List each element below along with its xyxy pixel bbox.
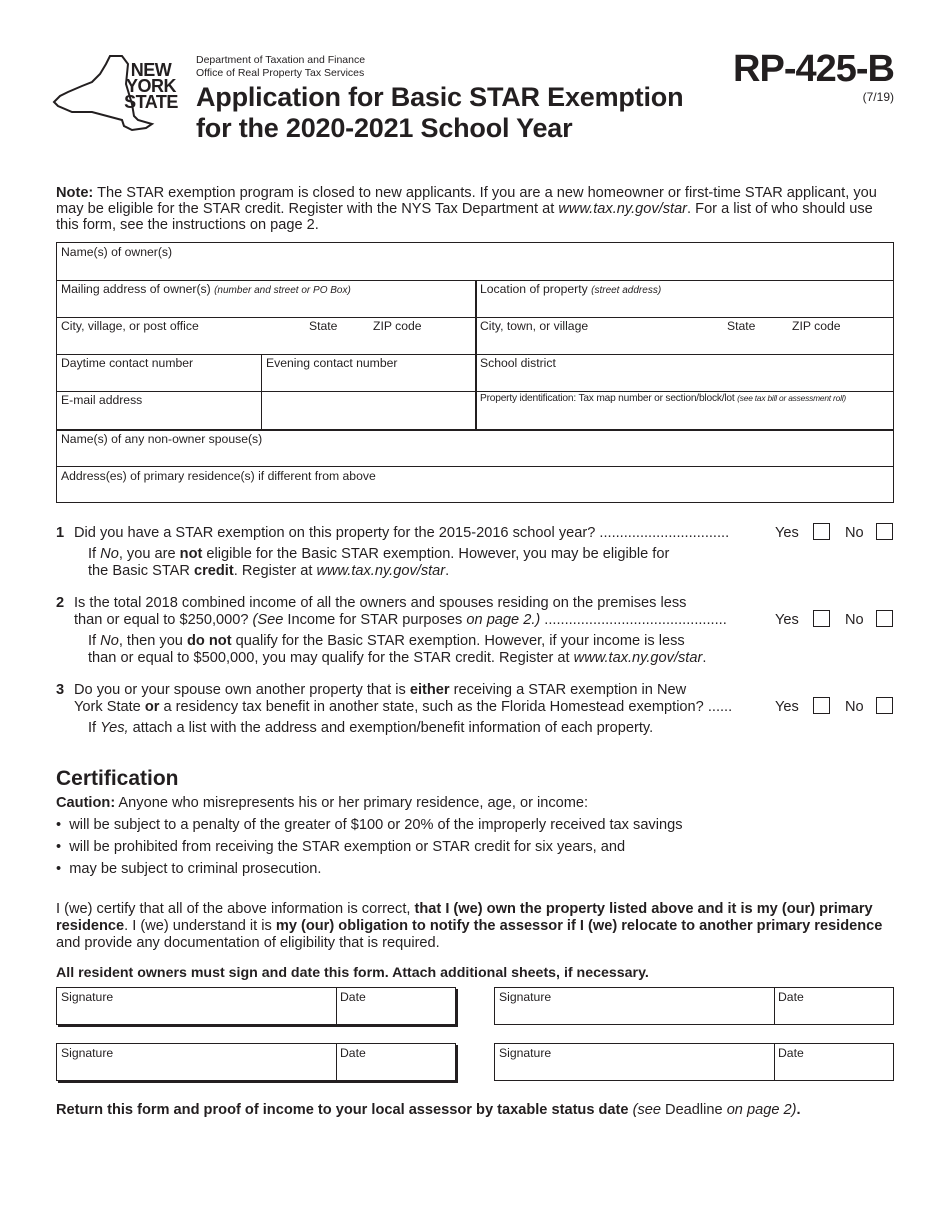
date-label-4: Date (778, 1046, 804, 1060)
signature-label-4: Signature (499, 1046, 552, 1060)
note-paragraph (56, 185, 896, 233)
daytime-contact-field[interactable] (57, 354, 261, 391)
footer-b: (see (632, 1102, 666, 1118)
q1-no-checkbox[interactable] (876, 523, 893, 540)
q2-sub-donot: do not (186, 633, 232, 649)
q1-no-label: No (845, 525, 864, 541)
date-label-3: Date (340, 1046, 366, 1060)
q2-sub-no: No (100, 633, 119, 649)
q1-sub-d: the Basic STAR (88, 563, 194, 579)
bullet-2-text: will be prohibited from receiving the STAR exemption or STAR credit for six years, and (69, 839, 626, 855)
q3-line-2c: a residency tax benefit in another state, such as the Florida Homestead exemption? ...... (159, 699, 733, 715)
location-hint: (street address) (591, 285, 662, 296)
certify-d: my (our) obligation to notify the assessor if I (we) relocate to another primary residence (275, 918, 883, 934)
q3-no-label: No (845, 699, 864, 715)
q3-line-2b: or (144, 699, 160, 715)
form-number: RP-425-B (733, 48, 894, 90)
q1-yes-label: Yes (775, 525, 799, 541)
q1-sub (88, 546, 896, 580)
mail-state-label: State (309, 319, 338, 333)
footer-d: on page 2) (722, 1102, 797, 1118)
mail-state-field[interactable] (305, 317, 369, 354)
certification-heading: Certification (56, 767, 179, 790)
q1-yes-checkbox[interactable] (813, 523, 830, 540)
city-po-label: City, village, or post office (61, 319, 199, 333)
q2-sub-url: www.tax.ny.gov/star (573, 650, 703, 666)
school-district-label: School district (480, 356, 556, 370)
prop-zip-field[interactable] (788, 317, 895, 354)
ny-logo-text: NEW YORK STATE (124, 60, 178, 112)
q2-line-2e: ............................................. (540, 612, 727, 628)
q3-line-1b: either (409, 682, 450, 698)
q3-line-1a: Do you or your spouse own another property that is (74, 682, 410, 698)
city-po-field[interactable] (57, 317, 305, 354)
mail-zip-label: ZIP code (373, 319, 422, 333)
q2-line-2a: than or equal to $250,000? (74, 612, 253, 628)
question-3 (56, 682, 896, 737)
form-revision: (7/19) (862, 90, 894, 104)
mailing-address-field[interactable] (57, 280, 475, 317)
q1-sub-not: not (179, 546, 203, 562)
property-id-field[interactable] (476, 391, 895, 429)
dept-line-2: Office of Real Property Tax Services (196, 67, 365, 79)
note-url: www.tax.ny.gov/star (558, 201, 688, 217)
q2-sub (88, 633, 896, 667)
q2-line-2c: Income for STAR purposes (283, 612, 467, 628)
evening-contact-field[interactable] (262, 354, 475, 391)
footer-a: Return this form and proof of income to your local assessor by taxable status date (56, 1102, 633, 1118)
signature-label-3: Signature (61, 1046, 114, 1060)
email-field[interactable] (57, 391, 475, 429)
q2-sub-c: qualify for the Basic STAR exemption. However, if your income is less (231, 633, 685, 649)
prop-zip-label: ZIP code (792, 319, 841, 333)
signature-box-2[interactable] (494, 987, 894, 1025)
note-text-2: . For a list of who should use this form, see the instructions on page 2. (56, 201, 873, 233)
q2-yes-checkbox[interactable] (813, 610, 830, 627)
q3-yes-label: Yes (775, 699, 799, 715)
owner-names-label: Name(s) of owner(s) (61, 245, 173, 259)
caution-text: Anyone who misrepresents his or her primary residence, age, or income: (115, 795, 589, 811)
date-label-2: Date (778, 990, 804, 1004)
q2-line-1: Is the total 2018 combined income of all the owners and spouses residing on the premises less (74, 595, 687, 611)
q1-sub-credit: credit (193, 563, 234, 579)
note-label: Note: (56, 185, 94, 201)
q2-line-2 (74, 612, 727, 629)
bullet-3-text: may be subject to criminal prosecution. (69, 861, 322, 877)
owner-info-grid (56, 242, 894, 503)
location-field[interactable] (476, 280, 895, 317)
certify-a: I (we) certify that all of the above information is correct, (56, 901, 415, 917)
q1-sub-e: . Register at (233, 563, 317, 579)
certify-c: . I (we) understand it is (124, 918, 276, 934)
q2-sub-e: . (702, 650, 707, 666)
return-instructions (56, 1102, 896, 1119)
question-2 (56, 595, 896, 667)
email-label: E-mail address (61, 393, 143, 407)
q1-number: 1 (56, 525, 65, 541)
q2-sub-d: than or equal to $500,000, you may qualify for the STAR credit. Register at (88, 650, 574, 666)
prop-state-field[interactable] (723, 317, 787, 354)
primary-residence-label: Address(es) of primary residence(s) if different from above (61, 469, 376, 483)
certify-e: and provide any documentation of eligibility that is required. (56, 935, 440, 951)
q2-sub-b: , then you (118, 633, 187, 649)
primary-residence-field[interactable] (57, 467, 895, 504)
q3-sub-b: attach a list with the address and exemption/benefit information of each property. (128, 720, 654, 736)
signature-box-1[interactable] (56, 987, 456, 1025)
mailing-address-hint: (number and street or PO Box) (214, 285, 351, 296)
q2-sub-a: If (88, 633, 101, 649)
q2-line-2d: on page 2.) (466, 612, 541, 628)
footer-e: . (796, 1102, 801, 1118)
q3-line-2a: York State (74, 699, 145, 715)
q3-line-1 (74, 682, 686, 699)
q2-yes-label: Yes (775, 612, 799, 628)
q3-sub-yes: Yes, (100, 720, 129, 736)
q3-no-checkbox[interactable] (876, 697, 893, 714)
bullet-1-text: will be subject to a penalty of the greater of $100 or 20% of the improperly received tax savings (69, 817, 683, 833)
daytime-contact-label: Daytime contact number (61, 356, 194, 370)
date-label-1: Date (340, 990, 366, 1004)
spouse-label: Name(s) of any non-owner spouse(s) (61, 432, 263, 446)
signature-box-4[interactable] (494, 1043, 894, 1081)
title-line-2: for the 2020-2021 School Year (196, 113, 573, 143)
dept-line-1: Department of Taxation and Finance (196, 54, 366, 66)
q3-sub-a: If (88, 720, 101, 736)
form-title (196, 82, 683, 144)
department-name (196, 54, 365, 80)
q2-no-label: No (845, 612, 864, 628)
q3-line-1c: receiving a STAR exemption in New (449, 682, 687, 698)
signature-label-2: Signature (499, 990, 552, 1004)
note-text-1: The STAR exemption program is closed to new applicants. If you are a new homeowner or first-time STAR applicant, you may be eligible for the STAR credit. Register with the NYS Tax Department at (56, 185, 877, 217)
owner-names-field[interactable] (57, 243, 895, 280)
q3-line-2 (74, 699, 732, 716)
q1-sub-no: No (100, 546, 119, 562)
certify-b: that I (we) own the property listed above and it is my (our) primary residence (56, 901, 873, 934)
city-town-field[interactable] (476, 317, 722, 354)
evening-contact-label: Evening contact number (266, 356, 398, 370)
q1-sub-c: eligible for the Basic STAR exemption. However, you may be eligible for (202, 546, 670, 562)
caution-bullet-2: • will be prohibited from receiving the STAR exemption or STAR credit for six years, and (56, 839, 626, 855)
sign-instructions: All resident owners must sign and date this form. Attach additional sheets, if necessary. (56, 965, 649, 981)
question-1 (56, 525, 896, 580)
property-id-hint: (see tax bill or assessment roll) (737, 393, 846, 403)
title-line-1: Application for Basic STAR Exemption (196, 82, 684, 112)
q1-text: Did you have a STAR exemption on this property for the 2015-2016 school year? ................................ (74, 525, 730, 541)
footer-c: Deadline (665, 1102, 723, 1118)
q1-sub-f: . (445, 563, 450, 579)
q2-number: 2 (56, 595, 65, 611)
caution-line (56, 795, 896, 812)
q1-sub-url: www.tax.ny.gov/star (316, 563, 446, 579)
city-town-label: City, town, or village (480, 319, 589, 333)
school-district-field[interactable] (476, 354, 895, 391)
caution-bullet-3: • may be subject to criminal prosecution. (56, 861, 322, 877)
certify-paragraph (56, 901, 896, 952)
signature-box-3[interactable] (56, 1043, 456, 1081)
location-label: Location of property (480, 282, 588, 296)
signature-label-1: Signature (61, 990, 114, 1004)
caution-block (56, 795, 896, 878)
mailing-address-label: Mailing address of owner(s) (61, 282, 211, 296)
property-id-label: Property identification: Tax map number or section/block/lot (480, 393, 735, 404)
mail-zip-field[interactable] (369, 317, 475, 354)
q1-sub-a: If (88, 546, 101, 562)
q3-sub (88, 720, 896, 737)
q2-line-2b: (See (252, 612, 284, 628)
q1-sub-b: , you are (118, 546, 180, 562)
spouse-field[interactable] (57, 430, 895, 466)
q3-yes-checkbox[interactable] (813, 697, 830, 714)
caution-label: Caution: (56, 795, 116, 811)
prop-state-label: State (727, 319, 756, 333)
q2-no-checkbox[interactable] (876, 610, 893, 627)
caution-bullet-1: • will be subject to a penalty of the greater of $100 or 20% of the improperly received tax savings (56, 817, 683, 833)
q3-number: 3 (56, 682, 65, 698)
